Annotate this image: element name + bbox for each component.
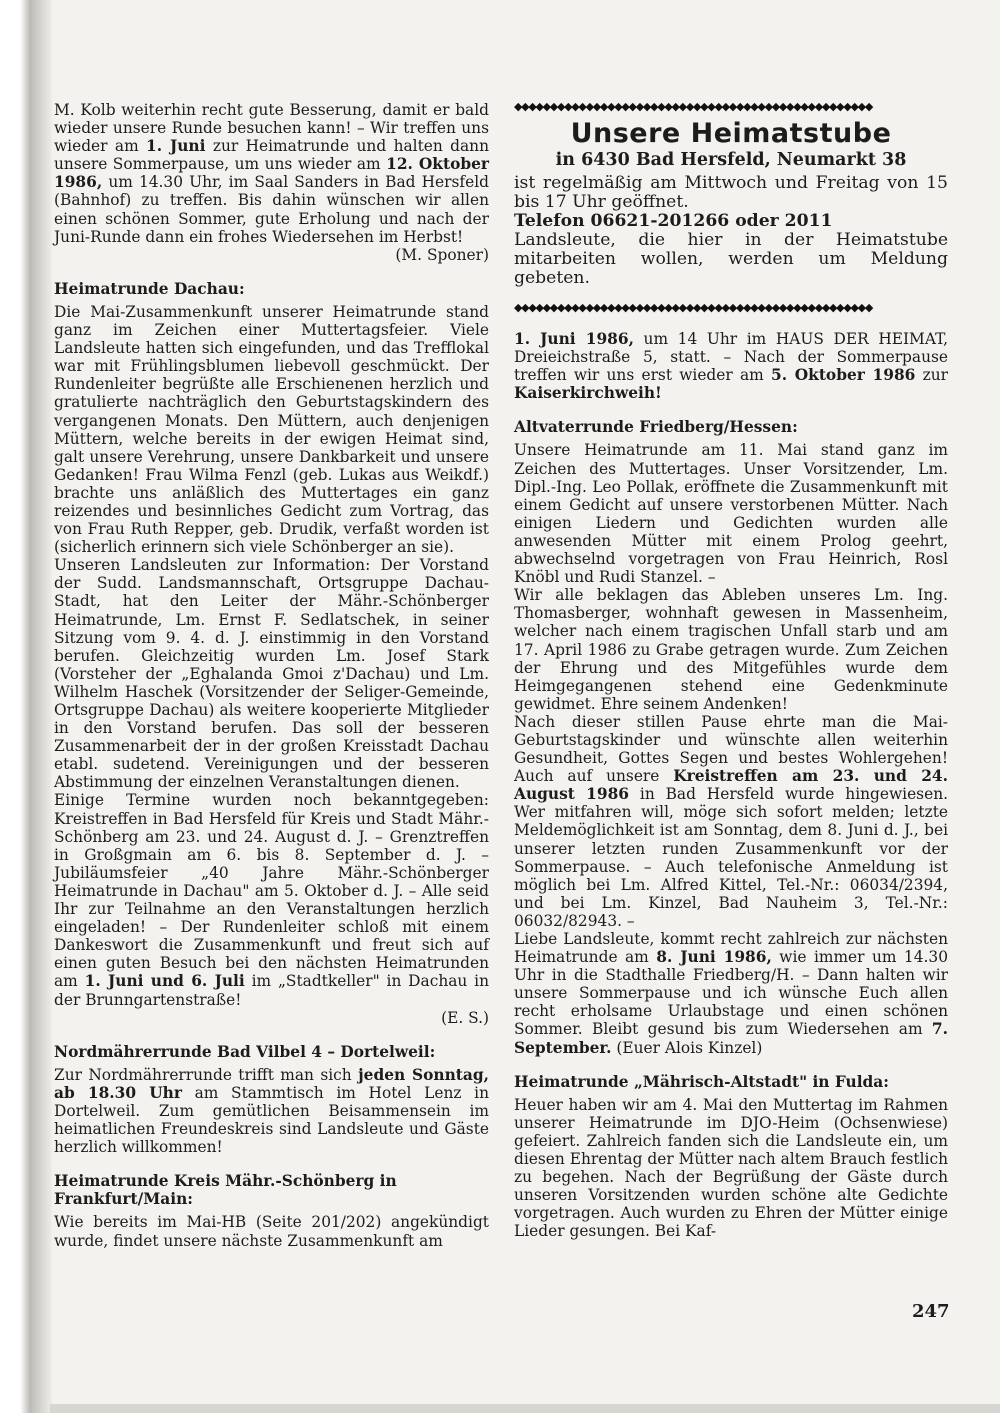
paragraph: Wir alle beklagen das Ableben unseres Lm. Ing. Thomasberger, wohnhaft gewesen in Massenheim, welcher nach einem tragischen Unfall starb und am 17. April 1986 zu Grabe getragen wurde. Zum Zeichen der Ehrung und des Mitgefühles wurde dem Heimgegangenen stehend eine Gedenkminute gewidmet. Ehre seinem Andenken! xyxy=(514,586,948,713)
heimatstube-box xyxy=(514,101,948,314)
left-column xyxy=(54,101,489,1250)
paragraph: Nach dieser stillen Pause ehrte man die Mai-Geburtstagskinder und wünschte allen weiterhin Gesundheit, Gottes Segen und bestes Wohlergehen! Auch auf unsere Kreistreffen am 23. und 24. August 1986 in Bad Hersfeld wurde hingewiesen. Wer mitfahren will, möge sich sofort melden; letzte Meldemöglichkeit ist am Sonntag, dem 8. Juni d. J., bei unserer letzten runden Zusammenkunft vor der Sommerpause. – Auch telefonische Anmeldung ist möglich bei Lm. Alfred Kittel, Tel.-Nr.: 06034/2394, und bei Lm. Kinzel, Bad Nauheim 3, Tel.-Nr.: 06032/82943. – xyxy=(514,712,948,930)
section-heading: Altvaterrunde Friedberg/Hessen: xyxy=(514,418,798,437)
signature: (E. S.) xyxy=(441,1008,489,1027)
page-edge-shadow xyxy=(0,0,52,1413)
box-subtitle: in 6430 Bad Hersfeld, Neumarkt 38 xyxy=(555,150,907,170)
paragraph: Einige Termine wurden noch bekanntgegeben: Kreistreffen in Bad Hersfeld für Kreis und Stadt Mähr.-Schönberg am 23. und 24. August d. J. – Grenztreffen in Großgmain am 6. bis 8. September d. J. – Jubiläumsfeier „40 Jahre Mähr.-Schönberger Heimatrunde in Dachau" am 5. Oktober d. J. – Alle seid Ihr zur Teilnahme an den Veranstaltungen herzlich eingeladen! – Der Rundenleiter schloß mit einem Dankeswort die Zusammenkunft und freut sich auf einen guten Besuch bei den nächsten Heimatrunden am 1. Juni und 6. Juli im „Stadtkeller" in Dachau in der Brunngartenstraße! xyxy=(54,791,489,1009)
page-number: 247 xyxy=(912,1301,950,1322)
section-frankfurt xyxy=(54,1172,489,1249)
signature-line xyxy=(54,1009,489,1027)
section-heading: Nordmährerrunde Bad Vilbel 4 – Dortelweil: xyxy=(54,1042,436,1061)
paragraph: Zur Nordmährerrunde trifft man sich jeden Sonntag, ab 18.30 Uhr am Stammtisch im Hotel Lenz in Dortelweil. Zum gemütlichen Beisammensein im heimatlichen Freundeskreis sind Landsleute und Gäste herzlich willkommen! xyxy=(54,1065,489,1157)
paragraph: Heuer haben wir am 4. Mai den Muttertag im Rahmen unserer Heimatrunde im DJO-Heim (Ochsenwiese) gefeiert. Zahlreich fanden sich die Landsleute ein, um diesen Ehrentag der Mütter nach altem Brauch festlich zu begehen. Nach der Begrüßung der Gäste durch unseren Vorsitzenden wurden schöne alte Gedichte vorgetragen. Auch wurden zu Ehren der Mütter einige Lieder gesungen. Bei Kaf- xyxy=(514,1095,948,1241)
paragraph: 1. Juni 1986, um 14 Uhr im HAUS DER HEIMAT, Dreieichstraße 5, statt. – Nach der Sommerpause treffen wir uns erst wieder am 5. Oktober 1986 zur Kaiserkirchweih! xyxy=(514,330,948,403)
paragraph: Die Mai-Zusammenkunft unserer Heimatrunde stand ganz im Zeichen einer Muttertagsfeier. Viele Landsleute hatten sich eingefunden, und das Trefflokal war mit Frühlingsblumen liebevoll geschmückt. Der Rundenleiter begrüßte alle Erschienenen herzlich und gratulierte nachträglich den Geburtstagskindern des vergangenen Monats. Den Müttern, auch denjenigen Müttern, welche bereits in der ewigen Heimat sind, galt unsere Verehrung, unsere Dankbarkeit und unsere Gedanken! Frau Wilma Fenzl (geb. Lukas aus Weikdf.) brachte uns anläßlich des Muttertages ein ganz reizendes und besinnliches Gedicht zum Vortrag, das von Frau Ruth Repper, geb. Drudik, verfaßt worden ist (sicherlich erinnern sich viele Schönberger an sie). xyxy=(54,302,489,557)
section-heading: Heimatrunde „Mährisch-Altstadt" in Fulda: xyxy=(514,1072,889,1091)
section-heading: Heimatrunde Dachau: xyxy=(54,279,245,298)
paragraph: Liebe Landsleute, kommt recht zahlreich zur nächsten Heimatrunde am 8. Juni 1986, wie immer um 14.30 Uhr in die Stadthalle Friedberg/H. – Dann halten wir unsere Sommerpause und ich wünsche Euch allen recht erholsame Urlaubstage und einen schönen Sommer. Bleibt gesund bis zum Wiedersehen am 7. September. (Euer Alois Kinzel) xyxy=(514,930,948,1057)
section-dachau xyxy=(54,280,489,1027)
diamond-border-bottom: ◆◆◆◆◆◆◆◆◆◆◆◆◆◆◆◆◆◆◆◆◆◆◆◆◆◆◆◆◆◆◆◆◆◆◆◆◆◆◆◆◆◆◆◆◆◆◆◆◆◆ xyxy=(514,302,872,314)
right-column xyxy=(514,101,948,1241)
section-bad-vilbel xyxy=(54,1043,489,1157)
section-friedberg xyxy=(514,418,948,1056)
box-phone: Telefon 06621-201266 oder 2011 xyxy=(514,211,833,231)
paragraph: Wie bereits im Mai-HB (Seite 201/202) angekündigt wurde, findet unsere nächste Zusammenkunft am xyxy=(54,1213,489,1250)
section-haus-der-heimat xyxy=(514,330,948,402)
box-title: Unsere Heimatstube xyxy=(570,118,892,149)
box-hours: ist regelmäßig am Mittwoch und Freitag von 15 bis 17 Uhr geöffnet. xyxy=(514,173,948,212)
section-heading: Heimatrunde Kreis Mähr.-Schönberg in Frankfurt/Main: xyxy=(54,1172,397,1209)
signature-line xyxy=(54,246,489,264)
section-fulda xyxy=(514,1073,948,1241)
paragraph: Unseren Landsleuten zur Information: Der Vorstand der Sudd. Landsmannschaft, Ortsgruppe Dachau-Stadt, hat den Leiter der Mähr.-Schönberger Heimatrunde, Lm. Ernst F. Sedlatschek, in seiner Sitzung vom 9. 4. d. J. einstimmig in den Vorstand berufen. Gleichzeitig wurden Lm. Josef Stark (Vorsteher der „Eghalanda Gmoi z'Dachau) und Lm. Wilhelm Haschek (Vorsitzender der Seliger-Gemeinde, Ortsgruppe Dachau) als weitere kooperierte Mitglieder in den Vorstand berufen. Das soll der besseren Zusammenarbeit der in der großen Kreisstadt Dachau etabl. sudetend. Vereinigungen und der besseren Abstimmung der einzelnen Veranstaltungen dienen. xyxy=(54,556,489,792)
paragraph-intro: M. Kolb weiterhin recht gute Besserung, damit er bald wieder unsere Runde besuchen kann! – Wir treffen uns wieder am 1. Juni zur Heimatrunde und halten dann unsere Sommerpause, um uns wieder am 12. Oktober 1986, um 14.30 Uhr, im Saal Sanders in Bad Hersfeld (Bahnhof) zu treffen. Bis dahin wünschen wir allen einen schönen Sommer, gute Erholung und nach der Juni-Runde dann ein frohes Wiedersehen im Herbst! xyxy=(54,101,490,246)
page-bottom-edge xyxy=(50,1404,1000,1413)
signature: (M. Sponer) xyxy=(395,245,489,264)
box-call: Landsleute, die hier in der Heimatstube mitarbeiten wollen, werden um Meldung gebeten. xyxy=(514,230,948,288)
diamond-border-top: ◆◆◆◆◆◆◆◆◆◆◆◆◆◆◆◆◆◆◆◆◆◆◆◆◆◆◆◆◆◆◆◆◆◆◆◆◆◆◆◆◆◆◆◆◆◆◆◆◆◆ xyxy=(514,101,872,113)
paragraph: Unsere Heimatrunde am 11. Mai stand ganz im Zeichen des Muttertages. Unser Vorsitzender, Lm. Dipl.-Ing. Leo Pollak, eröffnete die Zusammenkunft mit einem Gedicht auf unsere verstorbenen Mütter. Nach einigen Liedern und Gedichten wurden alle anwesenden Mütter mit einem Prolog geehrt, abwechselnd vorgetragen von Frau Heinrich, Rosl Knöbl und Rudi Stanzel. – xyxy=(514,441,948,587)
